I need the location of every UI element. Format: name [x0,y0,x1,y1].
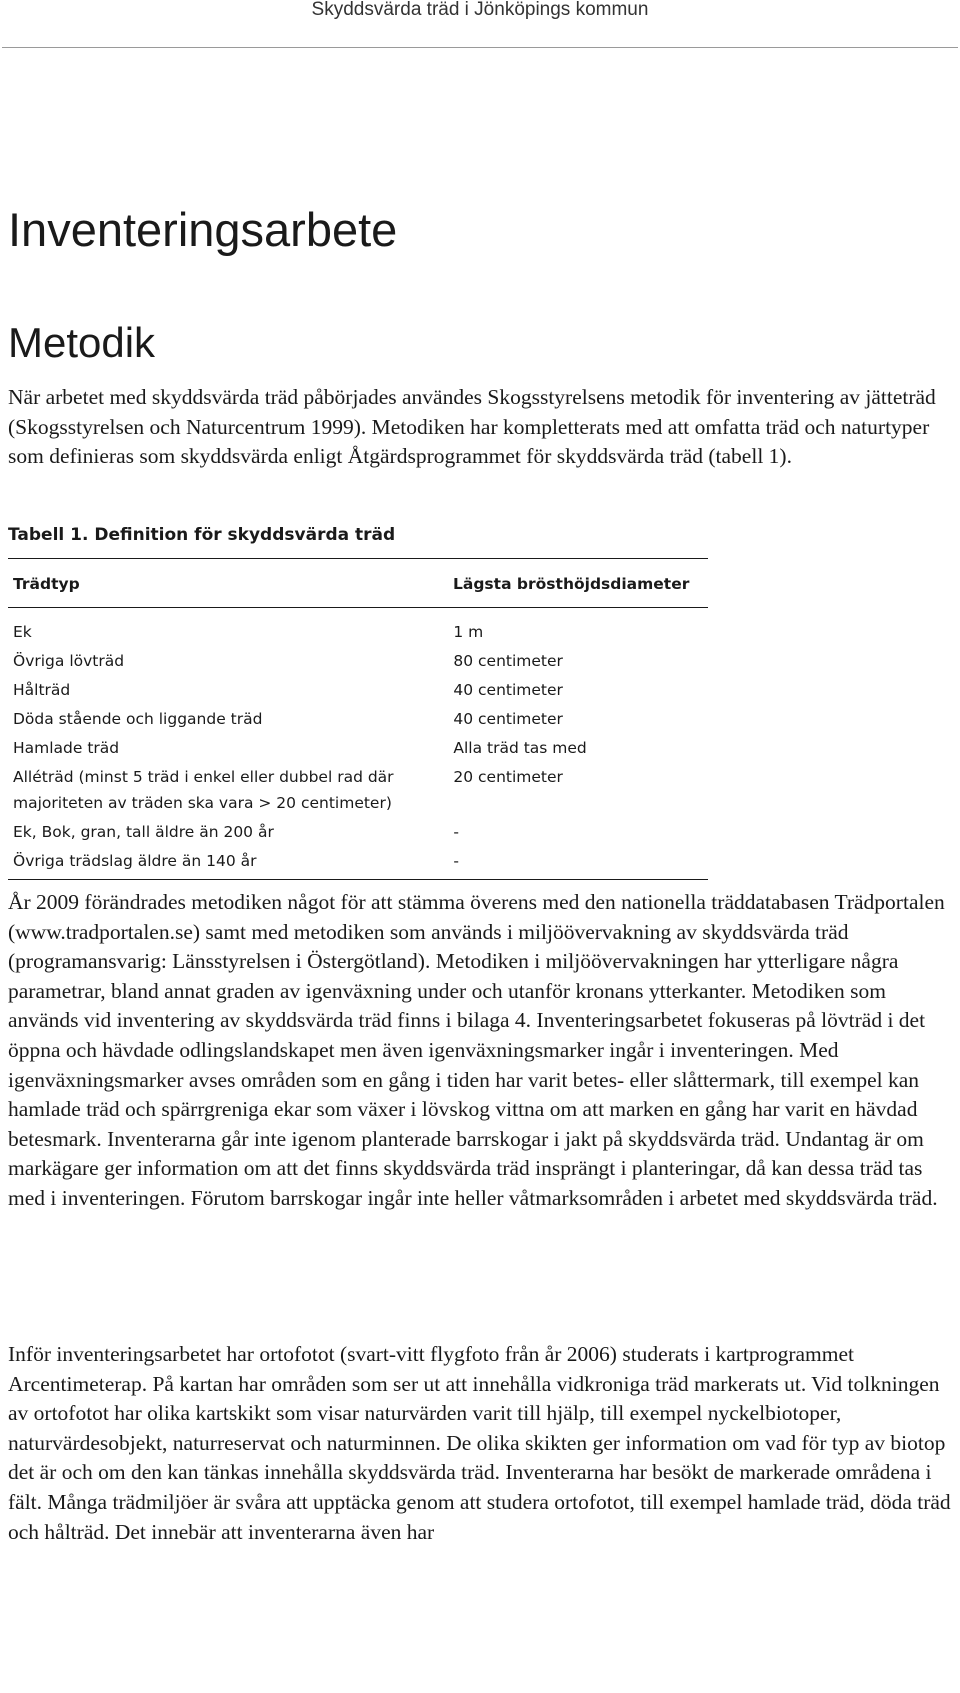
column-header-min-diameter: Lägsta brösthöjdsdiameter [453,575,690,593]
table-row [8,819,708,845]
cell-diameter: Alla träd tas med [453,739,587,757]
running-header: Skyddsvärda träd i Jönköpings kommun [311,0,649,20]
cell-diameter: 80 centimeter [453,652,563,670]
cell-diameter: 1 m [453,623,484,641]
header-divider [2,47,958,48]
cell-diameter: 40 centimeter [453,681,563,699]
cell-diameter: 40 centimeter [453,710,563,728]
cell-tree-type: Övriga lövträd [13,652,125,670]
paragraph-orthophoto: Inför inventeringsarbetet har ortofotot (svart-vitt flygfoto från år 2006) studerats i kartprogrammet Arcentimeterap. På kartan har områden som ser ut att innehålla vidkroniga träd markerats ut. Vid tolkningen av ortofotot har olika kartskikt som visar naturvärden varit till hjälp, till exempel nyckelbiotoper, naturvärdesobjekt, naturreservat och naturminnen. De olika skikten ger information om vad för typ av biotop det är och om den kan tänkas innehålla skyddsvärda träd. Inventerarna har besökt de markerade områdena i fält. Många trädmiljöer är svåra att upptäcka genom att studera ortofotot, till exempel hamlade träd, döda träd och hålträd. Det innebär att inventerarna även har [8,1342,951,1544]
table-row [8,706,708,732]
cell-tree-type: Alléträd (minst 5 träd i enkel eller dubbel rad där majoriteten av träden ska vara > 20 centimeter) [13,768,394,812]
section-heading: Metodik [8,319,156,366]
table-row [8,764,708,816]
column-header-tree-type: Trädtyp [13,575,80,593]
cell-tree-type: Döda stående och liggande träd [13,710,263,728]
table-row [8,677,708,703]
cell-tree-type: Hålträd [13,681,71,699]
table-row [8,735,708,761]
paragraph-method-change: År 2009 förändrades metodiken något för att stämma överens med den nationella träddatabasen Trädportalen (www.tradportalen.se) samt med metodiken som används i miljöövervakning av skyddsvärda träd (programansvarig: Länsstyrelsen i Östergötland). Metodiken i miljöövervakningen har ytterligare några parametrar, bland annat graden av igenväxning under och utanför kronans ytterkanter. Metodiken som används vid inventering av skyddsvärda träd finns i bilaga 4. Inventeringsarbetet fokuseras på lövträd i det öppna och hävdade odlingslandskapet men även igenväxningsmarker ingår i inventeringen. Med igenväxningsmarker avses områden som en gång i tiden har varit betes- eller slåttermark, till exempel kan hamlade träd och spärrgreniga ekar som växer i lövskog vittna om att marken en gång har varit en hävdad betesmark. Inventerarna går inte igenom planterade barrskogar i jakt på skyddsvärda träd. Undantag är om markägare ger information om att det finns skyddsvärda träd insprängt i planteringar, då kan dessa träd tas med i inventeringen. Förutom barrskogar ingår inte heller våtmarksområden i arbetet med skyddsvärda träd. [8,890,945,1210]
table-bottom-rule [8,879,708,880]
cell-diameter: - [453,852,459,870]
table-header-row [8,559,708,607]
table-body [8,608,708,879]
chapter-heading: Inventeringsarbete [8,203,398,256]
table-row [8,848,708,874]
cell-tree-type: Ek, Bok, gran, tall äldre än 200 år [13,823,274,841]
cell-diameter: 20 centimeter [453,768,563,786]
paragraph-intro: När arbetet med skyddsvärda träd påbörjades användes Skogsstyrelsens metodik för inventering av jätteträd (Skogsstyrelsen och Naturcentrum 1999). Metodiken har kompletterats med att omfatta träd och naturtyper som definieras som skyddsvärda enligt Åtgärdsprogrammet för skyddsvärda träd (tabell 1). [8,385,936,469]
cell-tree-type: Hamlade träd [13,739,120,757]
table-row [8,648,708,674]
table-caption: Tabell 1. Definition för skyddsvärda träd [8,525,396,545]
cell-tree-type: Övriga trädslag äldre än 140 år [13,852,257,870]
definition-table [8,558,708,880]
cell-diameter: - [453,823,459,841]
cell-tree-type: Ek [13,623,32,641]
table-row [8,619,708,645]
